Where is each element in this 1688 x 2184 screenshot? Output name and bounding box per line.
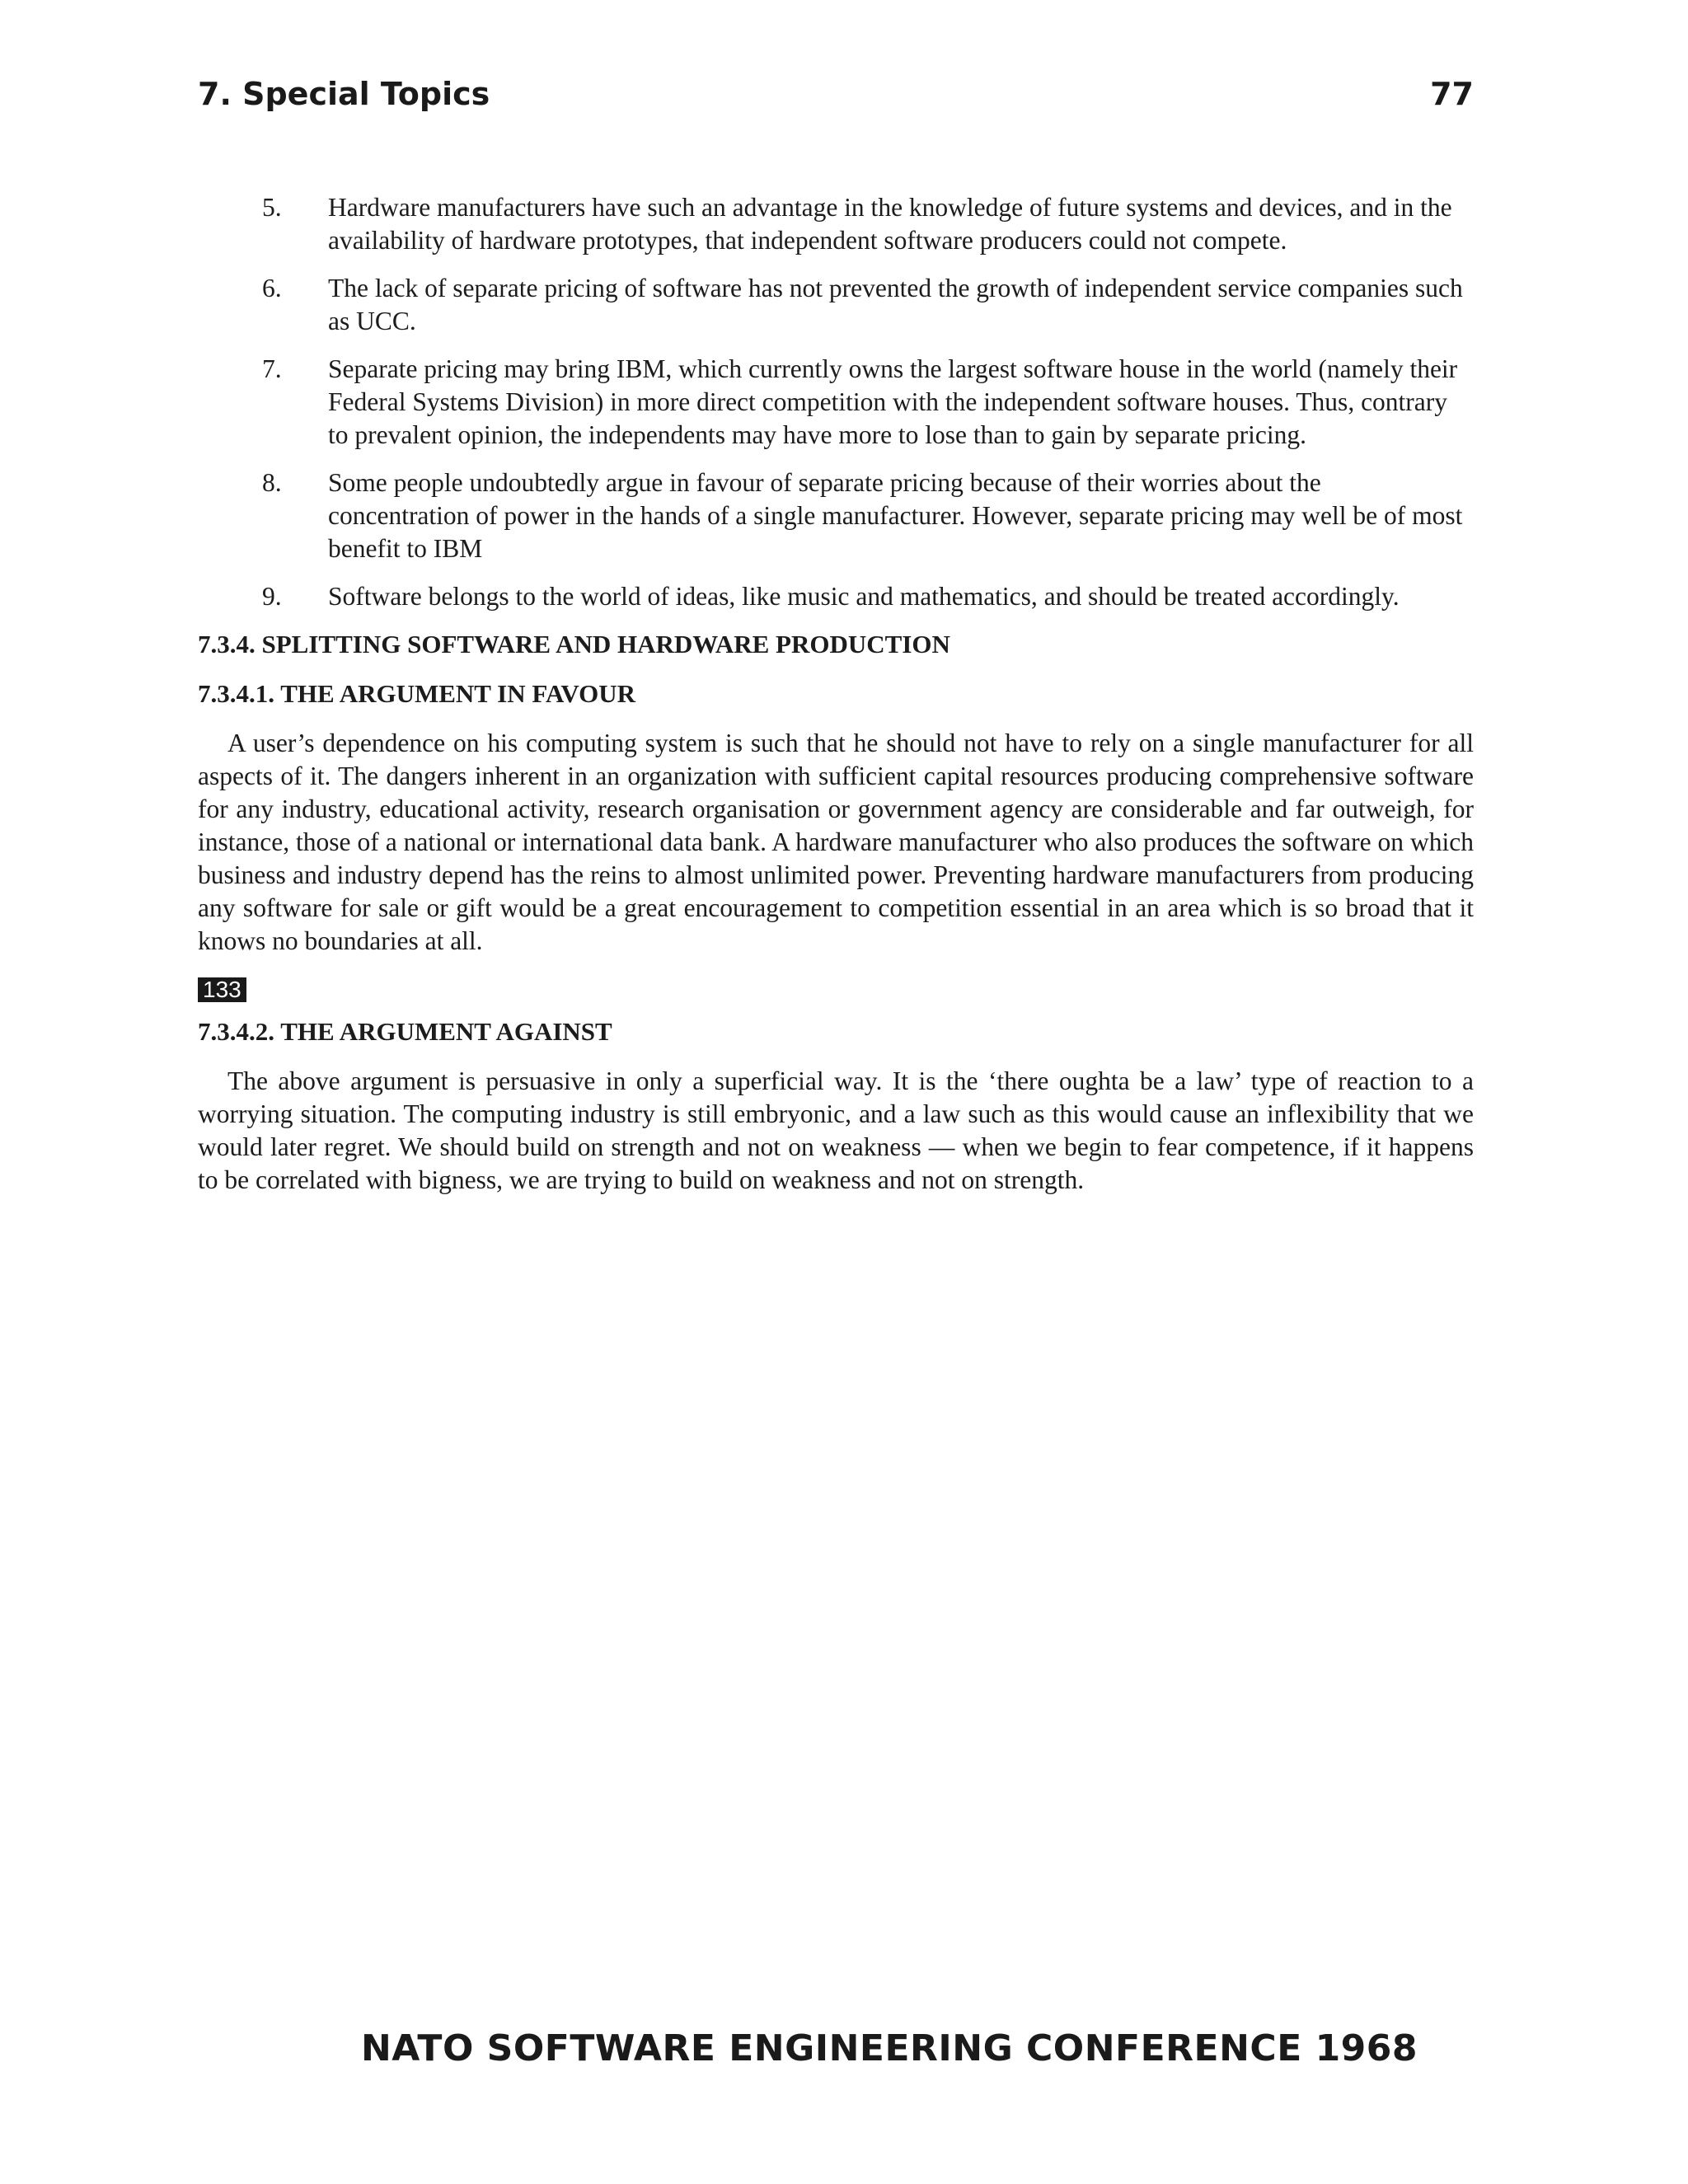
- section-heading-splitting: 7.3.4. SPLITTING SOFTWARE AND HARDWARE PRODUCTION: [198, 630, 950, 658]
- list-item: [198, 466, 1474, 565]
- list-item-text: Some people undoubtedly argue in favour of separate pricing because of their worries about the concentration of power in the hands of a single manufacturer. However, separate pricing may well be of most benefit to IBM: [328, 468, 1463, 563]
- chapter-title: 7. Special Topics: [198, 76, 490, 112]
- list-item-number: 6.: [262, 274, 282, 302]
- list-item: [198, 353, 1474, 452]
- page-number: 77: [1430, 76, 1474, 112]
- list-item-text: Software belongs to the world of ideas, like music and mathematics, and should be treated accordingly.: [328, 582, 1400, 611]
- paragraph-against: The above argument is persuasive in only a superficial way. It is the ‘there oughta be a law’ type of reaction to a worrying situation. The computing industry is still embryonic, and a law such as this would cause an inflexibility that we would later regret. We should build on strength and not on weakness — when we begin to fear competence, if it happens to be correlated with bigness, we are trying to build on weakness and not on strength.: [198, 1066, 1474, 1194]
- numbered-list: [198, 191, 1474, 613]
- section-heading-against: 7.3.4.2. THE ARGUMENT AGAINST: [198, 1017, 612, 1046]
- list-item-text: Hardware manufacturers have such an advantage in the knowledge of future systems and devices, and in the availability of hardware prototypes, that independent software producers could not compete.: [328, 193, 1452, 255]
- running-footer: [0, 2027, 1688, 2069]
- list-item: [198, 191, 1474, 257]
- original-page-marker-row: [198, 972, 1474, 1001]
- list-item-text: Separate pricing may bring IBM, which currently owns the largest software house in the world (namely their Federal Systems Division) in more direct competition with the independent software houses. Thus, contrary to prevalent opinion, the independents may have more to lose than to gain by separate pricing.: [328, 354, 1458, 449]
- section-heading-favour: 7.3.4.1. THE ARGUMENT IN FAVOUR: [198, 679, 636, 708]
- original-page-marker: 133: [198, 977, 246, 1002]
- list-item: [198, 272, 1474, 338]
- footer-title: NATO SOFTWARE ENGINEERING CONFERENCE 1968: [360, 2027, 1418, 2069]
- list-item-number: 9.: [262, 582, 282, 611]
- list-item-number: 5.: [262, 193, 282, 222]
- list-item-text: The lack of separate pricing of software has not prevented the growth of independent service companies such as UCC.: [328, 274, 1463, 335]
- running-header: [198, 76, 1474, 125]
- list-item-number: 7.: [262, 354, 282, 383]
- list-item: [198, 580, 1474, 613]
- paragraph-favour: A user’s dependence on his computing system is such that he should not have to rely on a single manufacturer for all aspects of it. The dangers inherent in an organization with sufficient capital resources producing comprehensive software for any industry, educational activity, research organisation or government agency are considerable and far outweigh, for instance, those of a national or international data bank. A hardware manufacturer who also produces the software on which business and industry depend has the reins to almost unlimited power. Preventing hardware manufacturers from producing any software for sale or gift would be a great encouragement to competition essential in an area which is so broad that it knows no boundaries at all.: [198, 729, 1474, 955]
- list-item-number: 8.: [262, 468, 282, 497]
- page-body: [198, 191, 1474, 1197]
